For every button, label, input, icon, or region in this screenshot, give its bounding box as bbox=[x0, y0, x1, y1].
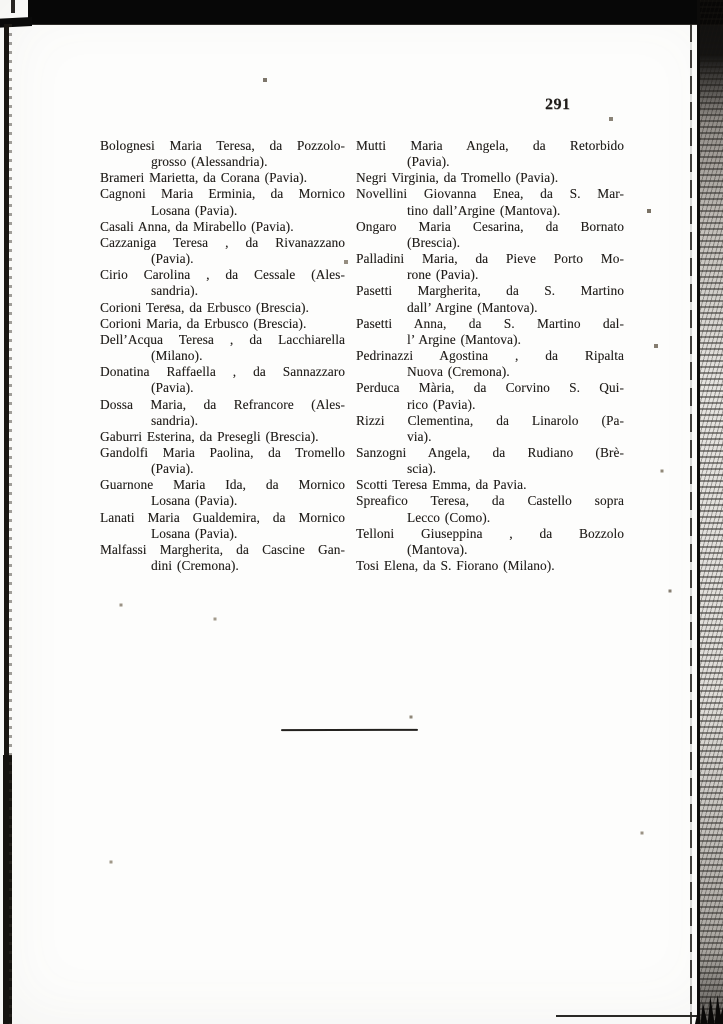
scan-speck-topleft bbox=[11, 0, 15, 13]
section-divider bbox=[281, 729, 418, 731]
list-entry bbox=[356, 526, 624, 558]
list-entry bbox=[100, 316, 345, 332]
entry-line: tino dall’Argine (Mantova). bbox=[407, 202, 561, 218]
entry-line: rico (Pavia). bbox=[407, 396, 476, 412]
list-entry bbox=[100, 138, 345, 170]
entry-line: Cirio Carolina , da Cessale (Ales- bbox=[100, 267, 345, 283]
entry-line: dini (Cremona). bbox=[151, 558, 239, 574]
entry-line: Pasetti Margherita, da S. Martino bbox=[356, 283, 624, 299]
entry-line: Losana (Pavia). bbox=[151, 202, 238, 218]
entry-line: Gandolfi Maria Paolina, da Tromello bbox=[100, 444, 345, 460]
entry-line: Brameri Marietta, da Corana (Pavia). bbox=[100, 170, 308, 186]
scan-left-edge-fringe bbox=[9, 24, 12, 1024]
entry-line: Perduca Mària, da Corvino S. Qui- bbox=[356, 380, 624, 396]
list-entry bbox=[356, 380, 624, 412]
entry-line: Cazzaniga Teresa , da Rivanazzano bbox=[100, 234, 345, 250]
list-entry bbox=[356, 170, 624, 186]
entry-line: Mutti Maria Angela, da Retorbido bbox=[356, 138, 624, 153]
scan-dust-specks bbox=[0, 0, 2, 2]
entry-line: grosso (Alessandria). bbox=[151, 154, 268, 170]
entry-line: Negri Virginia, da Tromello (Pavia). bbox=[356, 170, 559, 186]
list-entry bbox=[356, 445, 624, 477]
entry-line: via). bbox=[407, 428, 432, 444]
entry-line: Scotti Teresa Emma, da Pavia. bbox=[356, 477, 527, 493]
entry-line: Spreafico Teresa, da Castello sopra bbox=[356, 493, 624, 509]
entry-line: Guarnone Maria Ida, da Mornico bbox=[100, 477, 345, 493]
entry-line: (Pavia). bbox=[151, 461, 194, 477]
entry-line: Lecco (Como). bbox=[407, 509, 491, 525]
entry-line: (Mantova). bbox=[407, 541, 468, 557]
entry-line: rone (Pavia). bbox=[407, 267, 479, 283]
list-entry bbox=[356, 493, 624, 525]
entry-line: (Pavia). bbox=[151, 380, 194, 396]
entry-line: Nuova (Cremona). bbox=[407, 364, 510, 380]
entry-line: Corioni Maria, da Erbusco (Brescia). bbox=[100, 315, 307, 331]
list-entry bbox=[356, 251, 624, 283]
list-entry bbox=[356, 558, 624, 574]
entry-line: dall’ Argine (Mantova). bbox=[407, 299, 538, 315]
name-list-column-right bbox=[356, 138, 624, 574]
entry-line: Malfassi Margherita, da Cascine Gan- bbox=[100, 541, 345, 557]
list-entry bbox=[100, 235, 345, 267]
list-entry bbox=[356, 316, 624, 348]
entry-line: Pasetti Anna, da S. Martino dal- bbox=[356, 315, 624, 331]
entry-line: Losana (Pavia). bbox=[151, 525, 238, 541]
list-entry bbox=[100, 477, 345, 509]
entry-line: Tosi Elena, da S. Fiorano (Milano). bbox=[356, 558, 555, 574]
list-entry bbox=[100, 445, 345, 477]
entry-line: Rizzi Clementina, da Linarolo (Pa- bbox=[356, 412, 624, 428]
entry-line: Donatina Raffaella , da Sannazzaro bbox=[100, 364, 345, 380]
list-entry bbox=[356, 283, 624, 315]
entry-line: Lanati Maria Gualdemira, da Mornico bbox=[100, 509, 345, 525]
entry-line: Losana (Pavia). bbox=[151, 493, 238, 509]
entry-line: (Pavia). bbox=[407, 154, 450, 170]
entry-line: Ongaro Maria Cesarina, da Bornato bbox=[356, 218, 624, 234]
scan-right-margin-strip bbox=[700, 0, 723, 1024]
entry-line: Corioni Teresa, da Erbusco (Brescia). bbox=[100, 299, 309, 315]
entry-line: (Brescia). bbox=[407, 234, 461, 250]
list-entry bbox=[100, 510, 345, 542]
entry-line: Telloni Giuseppina , da Bozzolo bbox=[356, 525, 624, 541]
entry-line: Gaburri Esterina, da Presegli (Brescia). bbox=[100, 428, 319, 444]
entry-line: Palladini Maria, da Pieve Porto Mo- bbox=[356, 251, 624, 267]
list-entry bbox=[356, 186, 624, 218]
list-entry bbox=[356, 138, 624, 170]
entry-line: scia). bbox=[407, 461, 437, 477]
scan-gutter-line-inner bbox=[690, 24, 692, 1024]
list-entry bbox=[100, 429, 345, 445]
entry-line: (Pavia). bbox=[151, 251, 194, 267]
list-entry bbox=[100, 219, 345, 235]
entry-line: Dossa Maria, da Refrancore (Ales- bbox=[100, 396, 345, 412]
entry-line: Dell’Acqua Teresa , da Lacchiarella bbox=[100, 331, 345, 347]
entry-line: sandria). bbox=[151, 412, 199, 428]
list-entry bbox=[356, 477, 624, 493]
entry-line: (Milano). bbox=[151, 348, 203, 364]
list-entry bbox=[100, 364, 345, 396]
list-entry bbox=[100, 170, 345, 186]
name-list-column-left bbox=[100, 138, 345, 574]
entry-line: Bolognesi Maria Teresa, da Pozzolo- bbox=[100, 138, 345, 153]
entry-line: l’ Argine (Mantova). bbox=[407, 331, 521, 347]
scan-bottom-rule bbox=[556, 1015, 698, 1017]
list-entry bbox=[100, 332, 345, 364]
scan-top-band bbox=[28, 0, 723, 25]
entry-line: Sanzogni Angela, da Rudiano (Brè- bbox=[356, 444, 624, 460]
entry-line: Pedrinazzi Agostina , da Ripalta bbox=[356, 348, 624, 364]
list-entry bbox=[100, 397, 345, 429]
list-entry bbox=[356, 413, 624, 445]
entry-line: Cagnoni Maria Erminia, da Mornico bbox=[100, 186, 345, 202]
list-entry bbox=[100, 267, 345, 299]
entry-line: Novellini Giovanna Enea, da S. Mar- bbox=[356, 186, 624, 202]
entry-line: sandria). bbox=[151, 283, 199, 299]
list-entry bbox=[356, 219, 624, 251]
entry-line: Casali Anna, da Mirabello (Pavia). bbox=[100, 218, 294, 234]
list-entry bbox=[356, 348, 624, 380]
list-entry bbox=[100, 186, 345, 218]
list-entry bbox=[100, 300, 345, 316]
list-entry bbox=[100, 542, 345, 574]
page-number: 291 bbox=[545, 96, 571, 113]
